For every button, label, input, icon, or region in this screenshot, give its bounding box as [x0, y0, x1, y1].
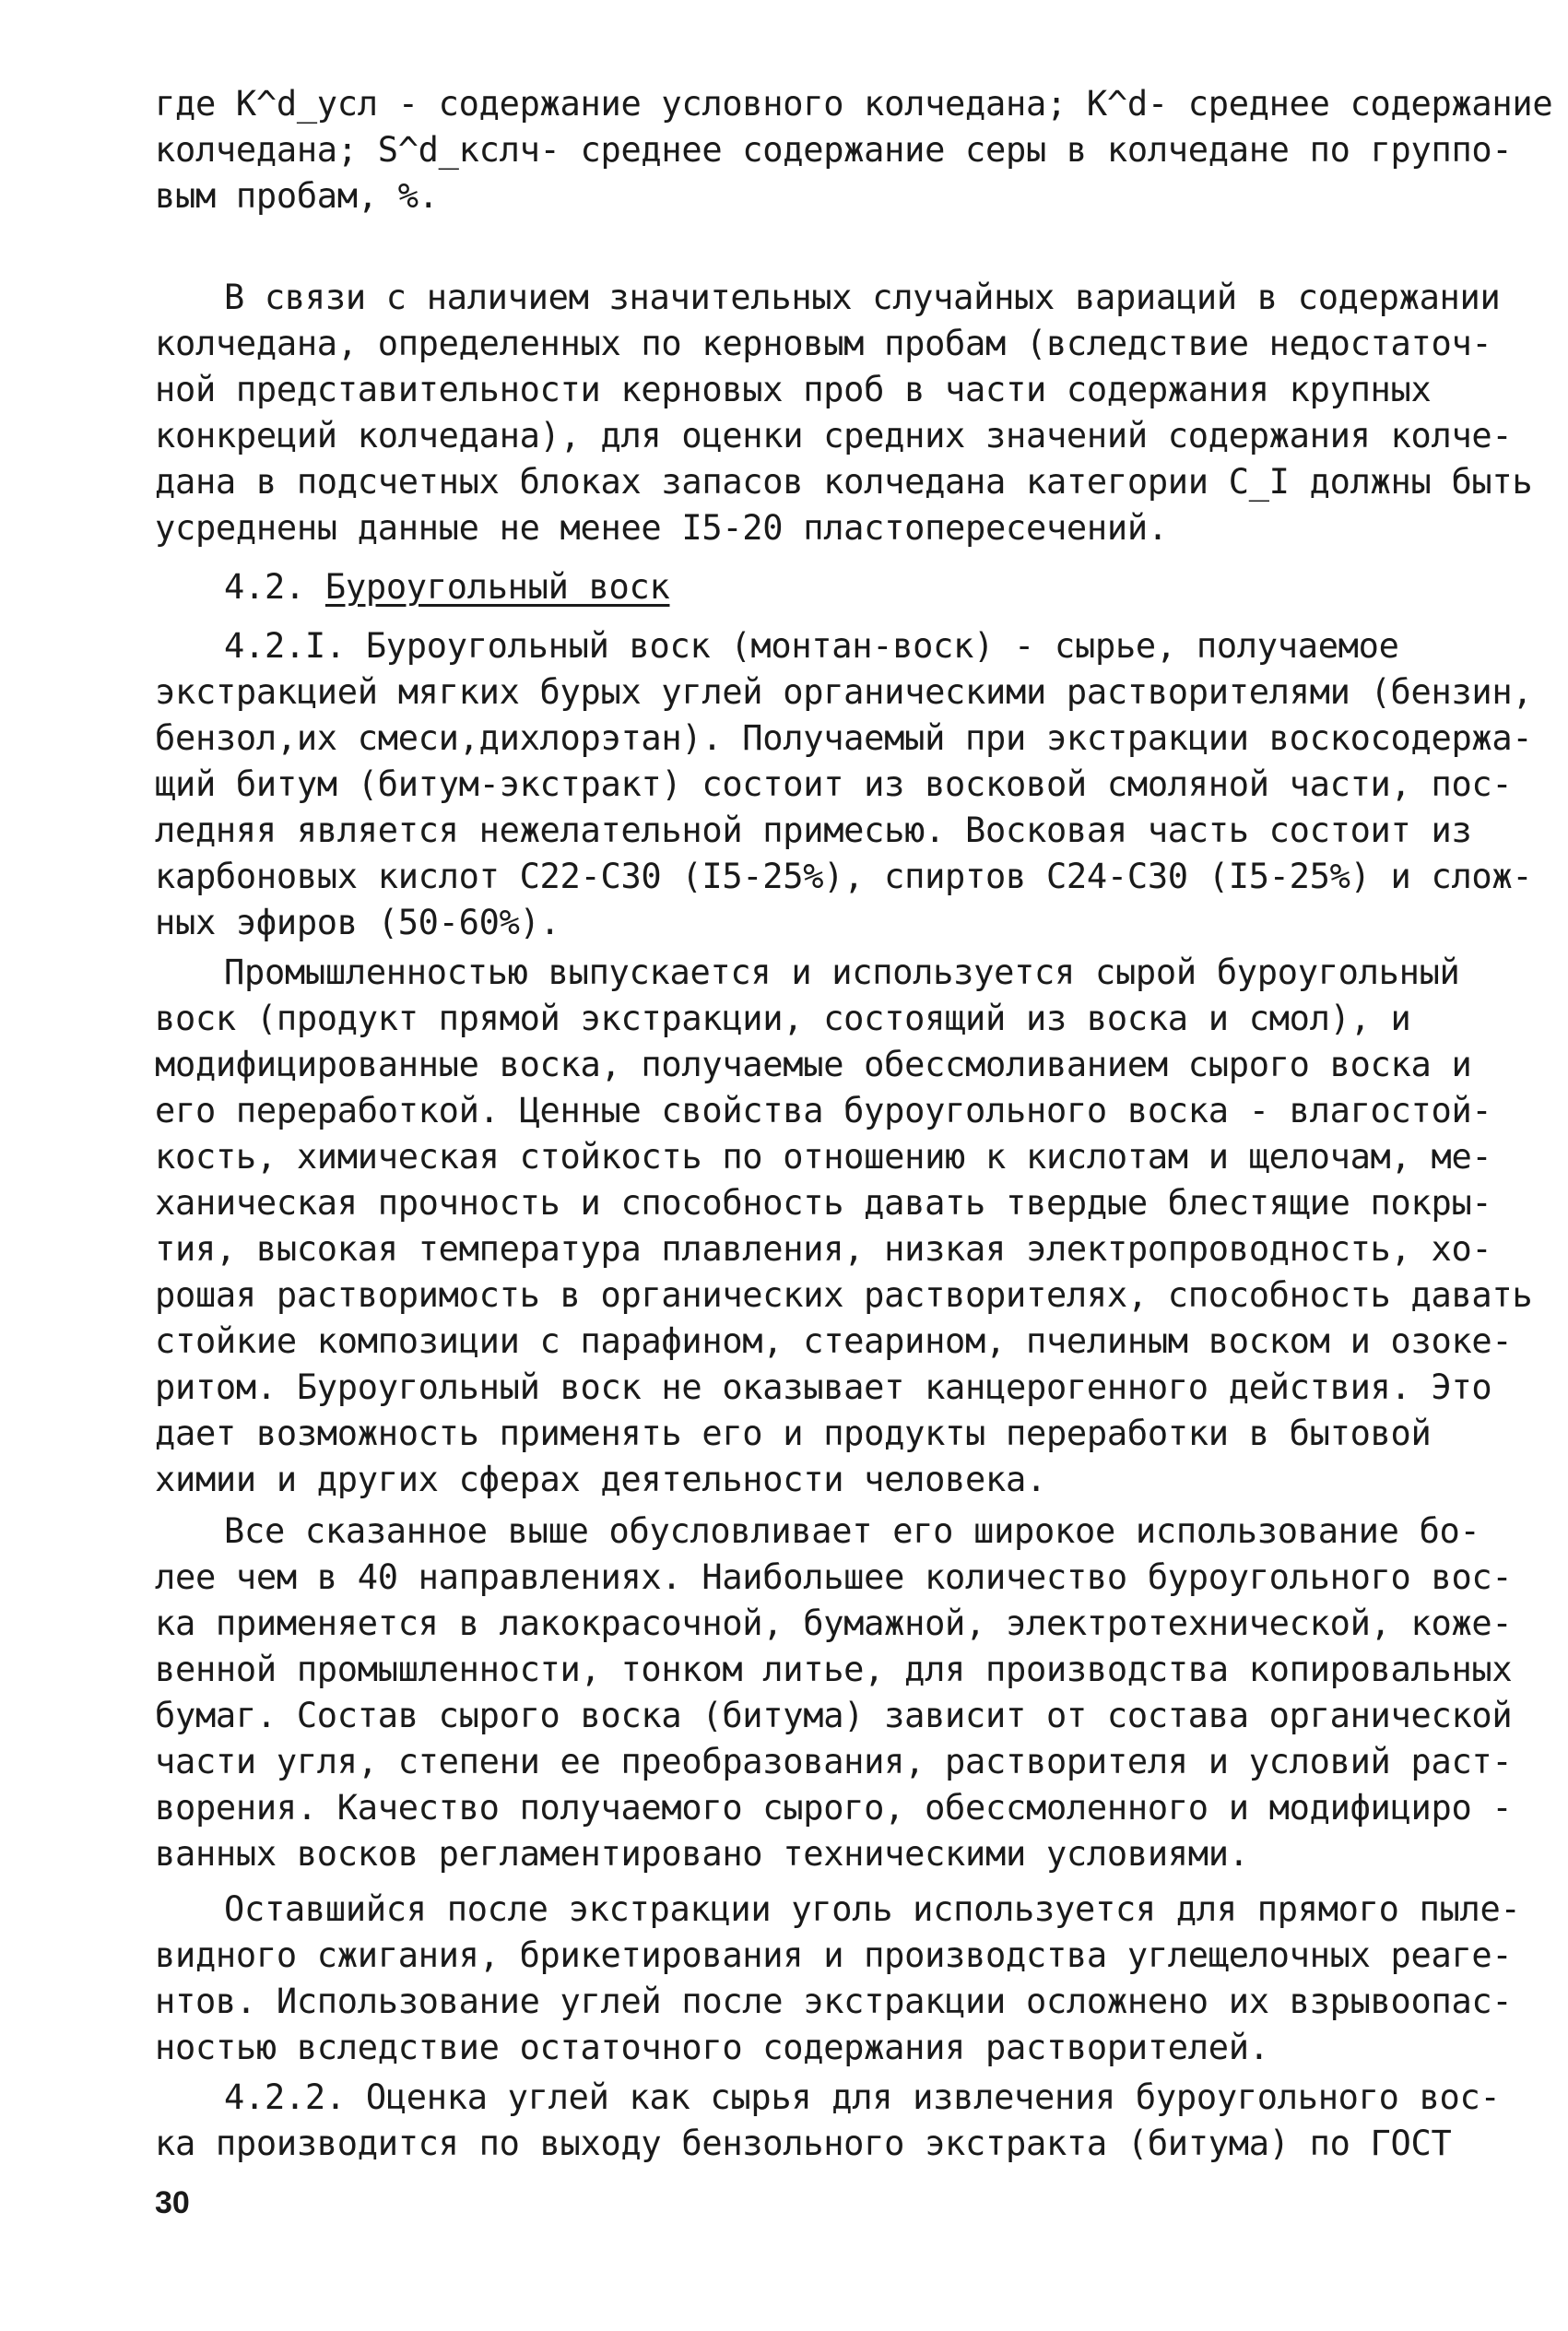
text-line: ных эфиров (50-60%). — [155, 903, 560, 942]
text-line: В связи с наличием значительных случайных вариаций в содержании — [224, 278, 1501, 317]
text-line: Все сказанное выше обусловливает его широкое использование бо- — [224, 1511, 1480, 1551]
section-heading — [155, 564, 1420, 610]
paragraph-variations — [155, 275, 1533, 551]
text-line: ледняя является нежелательной примесью. Восковая часть состоит из — [155, 811, 1472, 850]
paragraph-coal — [155, 1887, 1521, 2071]
text-line: щий битум (битум-экстракт) состоит из восковой смоляной части, пос- — [155, 764, 1513, 804]
section-heading-line — [155, 564, 1420, 610]
text-line: колчедана; S^d_кслч- среднее содержание серы в колчедане по группо- — [155, 130, 1513, 170]
text-line: дана в подсчетных блоках запасов колчедана категории C_I должны быть — [155, 462, 1533, 502]
definition-block — [155, 81, 1553, 219]
paragraph-industry — [155, 950, 1533, 1503]
text-line: Оставшийся после экстракции уголь используется для прямого пыле- — [224, 1889, 1521, 1929]
text-line: воск (продукт прямой экстракции, состоящий из воска и смол), и — [155, 999, 1411, 1038]
text-line: дает возможность применять его и продукты переработки в бытовой — [155, 1414, 1432, 1453]
text-line: ворения. Качество получаемого сырого, обессмоленного и модифициро - — [155, 1788, 1513, 1828]
text-line: стойкие композиции с парафином, стеарином, пчелиным воском и озоке- — [155, 1321, 1513, 1361]
paragraph-4-2-1 — [155, 623, 1533, 946]
section-number: 4.2. — [224, 567, 305, 607]
text-line: видного сжигания, брикетирования и производства углещелочных реаге- — [155, 1935, 1513, 1975]
paragraph-usage — [155, 1509, 1513, 1877]
text-line: 4.2.2. Оценка углей как сырья для извлечения буроугольного вос- — [224, 2077, 1501, 2117]
text-line: нтов. Использование углей после экстракции осложнено их взрывоопас- — [155, 1982, 1513, 2021]
text-line: ной представительности керновых проб в части содержания крупных — [155, 370, 1432, 409]
text-line: ка применяется в лакокрасочной, бумажной, электротехнической, коже- — [155, 1603, 1513, 1643]
page-number: 30 — [155, 2185, 190, 2220]
text-line: бензол,их смеси,дихлорэтан). Получаемый при экстракции воскосодержа- — [155, 718, 1533, 758]
text-line: части угля, степени ее преобразования, растворителя и условий раст- — [155, 1742, 1513, 1781]
text-line: бумаг. Состав сырого воска (битума) зависит от состава органической — [155, 1696, 1513, 1735]
text-line: химии и других сферах деятельности человека. — [155, 1460, 1046, 1499]
text-line: ностью вследствие остаточного содержания растворителей. — [155, 2028, 1269, 2067]
text-line: где K^d_усл - содержание условного колчедана; K^d- среднее содержание — [155, 84, 1553, 124]
text-line: ка производится по выходу бензольного экстракта (битума) по ГОСТ — [155, 2124, 1452, 2163]
text-line: экстракцией мягких бурых углей органическими растворителями (бензин, — [155, 672, 1533, 712]
text-line: ханическая прочность и способность давать твердые блестящие покры- — [155, 1183, 1492, 1223]
text-line: венной промышленности, тонком литье, для производства копировальных — [155, 1650, 1513, 1689]
text-line: лее чем в 40 направлениях. Наибольшее количество буроугольного вос- — [155, 1557, 1513, 1597]
text-line: усреднены данные не менее I5-20 пластопересечений. — [155, 508, 1168, 548]
text-line: карбоновых кислот C22-C30 (I5-25%), спиртов C24-C30 (I5-25%) и слож- — [155, 857, 1533, 896]
text-line: 4.2.I. Буроугольный воск (монтан-воск) - сырье, получаемое — [224, 626, 1399, 666]
text-line: модифицированные воска, получаемые обессмоливанием сырого воска и — [155, 1045, 1472, 1084]
paragraph-4-2-2 — [155, 2075, 1501, 2167]
text-line: конкреций колчедана), для оценки средних значений содержания колче- — [155, 416, 1513, 456]
text-line: Промышленностью выпускается и используется сырой буроугольный — [224, 953, 1460, 992]
text-line: рошая растворимость в органических растворителях, способность давать — [155, 1275, 1533, 1315]
text-line: кость, химическая стойкость по отношению к кислотам и щелочам, ме- — [155, 1137, 1492, 1177]
text-line: ритом. Буроугольный воск не оказывает канцерогенного действия. Это — [155, 1367, 1492, 1407]
text-line: его переработкой. Ценные свойства буроугольного воска - влагостой- — [155, 1091, 1492, 1130]
section-title: Буроугольный воск — [324, 567, 670, 607]
text-line: вым пробам, %. — [155, 176, 439, 216]
text-line: тия, высокая температура плавления, низкая электропроводность, хо- — [155, 1229, 1492, 1269]
text-line: колчедана, определенных по керновым пробам (вследствие недостаточ- — [155, 324, 1492, 363]
text-line: ванных восков регламентировано техническими условиями. — [155, 1834, 1249, 1874]
